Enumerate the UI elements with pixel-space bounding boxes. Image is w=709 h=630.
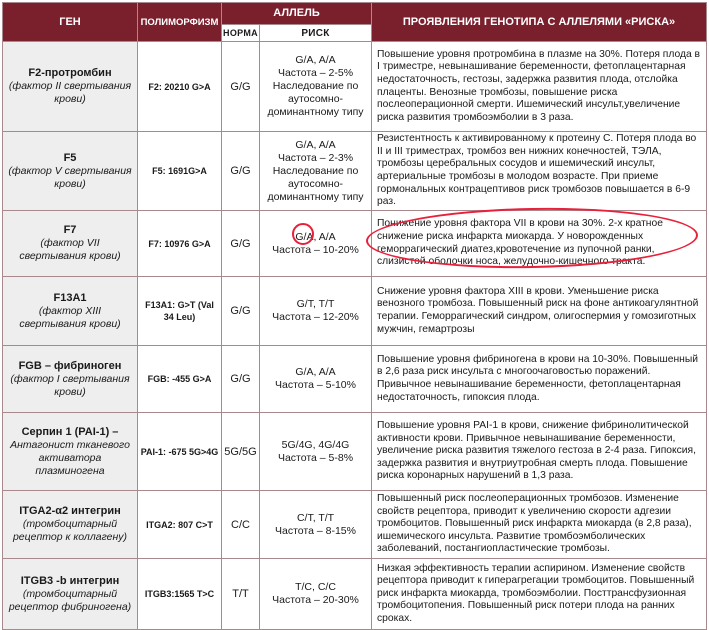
risk-line: C/T, T/T	[296, 511, 335, 524]
norm-cell: 5G/5G	[222, 413, 260, 491]
gene-cell	[3, 42, 138, 132]
table-row	[3, 42, 707, 132]
risk-line: Частота – 12-20%	[272, 311, 359, 323]
gene-description: (тромбоцитарный рецептор к коллагену)	[12, 518, 128, 543]
table-row	[3, 413, 707, 491]
manifestation-cell: Повышение уровня фибриногена в крови на 10-30%. Повышенный в 2,6 раза риск инсульта с многоочаговостью поражений. Привычное невынашивание беременности, фетоплацентарная недостаточность, гипоксия плода.	[372, 346, 707, 413]
risk-line: Частота – 2-5%	[277, 67, 354, 79]
risk-line: T/C, C/C	[295, 581, 336, 593]
risk-line: Частота – 5-10%	[275, 379, 356, 391]
gene-name: ITGB3 -b интегрин	[20, 574, 120, 587]
risk-line: G/A, A/A	[295, 54, 336, 66]
gene-cell	[3, 132, 138, 211]
norm-cell: G/G	[222, 277, 260, 346]
gene-name: ITGA2-α2 интегрин	[19, 505, 121, 517]
manifestation-cell: Повышение уровня PAI-1 в крови, снижение фибринолитической активности крови. Привычное невынашивание беременности, увеличение риска развития тяжелого гестоза в 2-4 раза. Гипоксия, задержка развития и внутриутробная смерть плода. Повышение риска коронарных нарушений в 1,3 раза.	[372, 413, 707, 491]
header-risk: РИСК	[260, 25, 372, 42]
header-allele: АЛЛЕЛЬ	[222, 3, 372, 25]
gene-name: F13A1	[53, 291, 87, 304]
table-row	[3, 346, 707, 413]
risk-line: Частота – 2-3%	[277, 151, 354, 164]
risk-line: Наследование по аутосомно-доминантному типу	[267, 164, 364, 203]
risk-line: Наследование по аутосомно-доминантному типу	[267, 80, 364, 118]
gene-name: Серпин 1 (PAI-1) –	[21, 425, 119, 438]
risk-cell	[260, 277, 372, 346]
gene-name: FGB – фибриноген	[18, 359, 122, 372]
risk-cell	[260, 491, 372, 559]
norm-cell: C/C	[222, 491, 260, 559]
risk-cell	[260, 559, 372, 630]
polymorphism-cell: F13A1: G>T (Val 34 Leu)	[138, 277, 222, 346]
polymorphism-cell: F7: 10976 G>A	[138, 211, 222, 277]
risk-line: G/T, T/T	[296, 298, 335, 310]
gene-description: Антагонист тканевого активатора плазминогена	[10, 438, 130, 477]
header-norm: НОРМА	[222, 25, 260, 42]
gene-cell	[3, 491, 138, 559]
risk-cell	[260, 42, 372, 132]
gene-description: (фактор II свертывания крови)	[8, 80, 132, 105]
gene-name: F5	[63, 151, 77, 164]
gene-description: (тромбоцитарный рецептор фибриногена)	[8, 587, 132, 613]
gene-description: (фактор XIII свертывания крови)	[19, 304, 121, 330]
norm-cell: G/G	[222, 211, 260, 277]
gene-description: (фактор I свертывания крови)	[10, 372, 130, 398]
gene-cell	[3, 211, 138, 277]
header-manifestations: ПРОЯВЛЕНИЯ ГЕНОТИПА С АЛЛЕЛЯМИ «РИСКА»	[372, 3, 707, 42]
norm-cell: T/T	[222, 559, 260, 630]
manifestation-cell: Повышение уровня протромбина в плазме на 30%. Потеря плода в I триместре, невынашивание беременности, фетоплацентарная недостаточность, гестозы, задержка развития плода, отслойка плаценты. Венозные тромбозы, повышение риска послеоперационной смерти. Ишемический инсульт,увеличение риска развития тромбоэмболии в 3 раза.	[372, 42, 707, 132]
polymorphism-cell: ITGA2: 807 C>T	[138, 491, 222, 559]
manifestation-cell: Повышенный риск послеоперационных тромбозов. Изменение свойств рецептора, приводит к увеличению скорости адгезии тромбоцитов. Повышенный риск инфаркта миокарда (в 2,8 раза), ишемического инсульта. Развитие тромбоэмболических заболеваний, постангиопластические тромбозы.	[372, 491, 707, 559]
risk-cell	[260, 413, 372, 491]
gene-description: (фактор VII свертывания крови)	[19, 237, 121, 262]
risk-line: Частота – 10-20%	[272, 243, 359, 256]
risk-line: Частота – 8-15%	[275, 524, 356, 537]
header-gene: ГЕН	[3, 3, 138, 42]
risk-line: G/A, A/A	[295, 230, 336, 243]
manifestation-cell: Понижение уровня фактора VII в крови на 30%. 2-х кратное снижение риска инфаркта миокарда. У новорожденных геморрагический диатез,кровотечение из пупочной ранки, слизистой оболочки носа, желудочно-кишечного тракта.	[372, 211, 707, 277]
gene-cell	[3, 277, 138, 346]
gene-cell	[3, 413, 138, 491]
polymorphism-cell: FGB: -455 G>A	[138, 346, 222, 413]
polymorphism-cell: ITGB3:1565 T>C	[138, 559, 222, 630]
table-row	[3, 277, 707, 346]
polymorphism-cell: F5: 1691G>A	[138, 132, 222, 211]
gene-cell	[3, 346, 138, 413]
header-polymorphism: ПОЛИМОРФИЗМ	[138, 3, 222, 42]
manifestation-cell: Низкая эффективность терапии аспирином. Изменение свойств рецептора приводит к гиперагрегации тромбоцитов. Повышенный риск инфаркта миокарда, тромбоэмболии. Посттрансфузионная тромбоцитопения. Повышенный риск потери плода на ранних сроках.	[372, 559, 707, 630]
norm-cell: G/G	[222, 346, 260, 413]
manifestation-cell: Резистентность к активированному к протеину С. Потеря плода во II и III триместрах, тромбоз вен нижних конечностей, ТЭЛА, тромбозы церебральных сосудов и ишемический инсульт, артериальные тромбозы в молодом возрасте. При приеме гормональных контрацептивов риск тромбозов повышается в 6-9 раз.	[372, 132, 707, 211]
table-row	[3, 491, 707, 559]
genotype-table	[2, 2, 707, 630]
polymorphism-cell: PAI-1: -675 5G>4G	[138, 413, 222, 491]
risk-line: Частота – 20-30%	[272, 594, 359, 606]
table-row	[3, 211, 707, 277]
gene-name: F7	[63, 224, 77, 236]
norm-cell: G/G	[222, 132, 260, 211]
risk-line: G/A, A/A	[295, 366, 336, 378]
norm-cell: G/G	[222, 42, 260, 132]
gene-description: (фактор V свертывания крови)	[8, 164, 132, 190]
polymorphism-cell: F2: 20210 G>A	[138, 42, 222, 132]
gene-name: F2-протромбин	[28, 67, 112, 79]
table-row	[3, 132, 707, 211]
risk-cell	[260, 346, 372, 413]
risk-line: 5G/4G, 4G/4G	[281, 438, 350, 451]
risk-cell	[260, 211, 372, 277]
risk-line: G/A, A/A	[295, 138, 336, 151]
gene-cell	[3, 559, 138, 630]
risk-line: Частота – 5-8%	[277, 451, 354, 464]
manifestation-cell: Снижение уровня фактора XIII в крови. Уменьшение риска венозного тромбоза. Повышенный риск на фоне антикоагулянтной терапии. Геморрагический синдром, олигоспермия у гомозиготных мужчин, гемартрозы	[372, 277, 707, 346]
table-row	[3, 559, 707, 630]
risk-cell	[260, 132, 372, 211]
